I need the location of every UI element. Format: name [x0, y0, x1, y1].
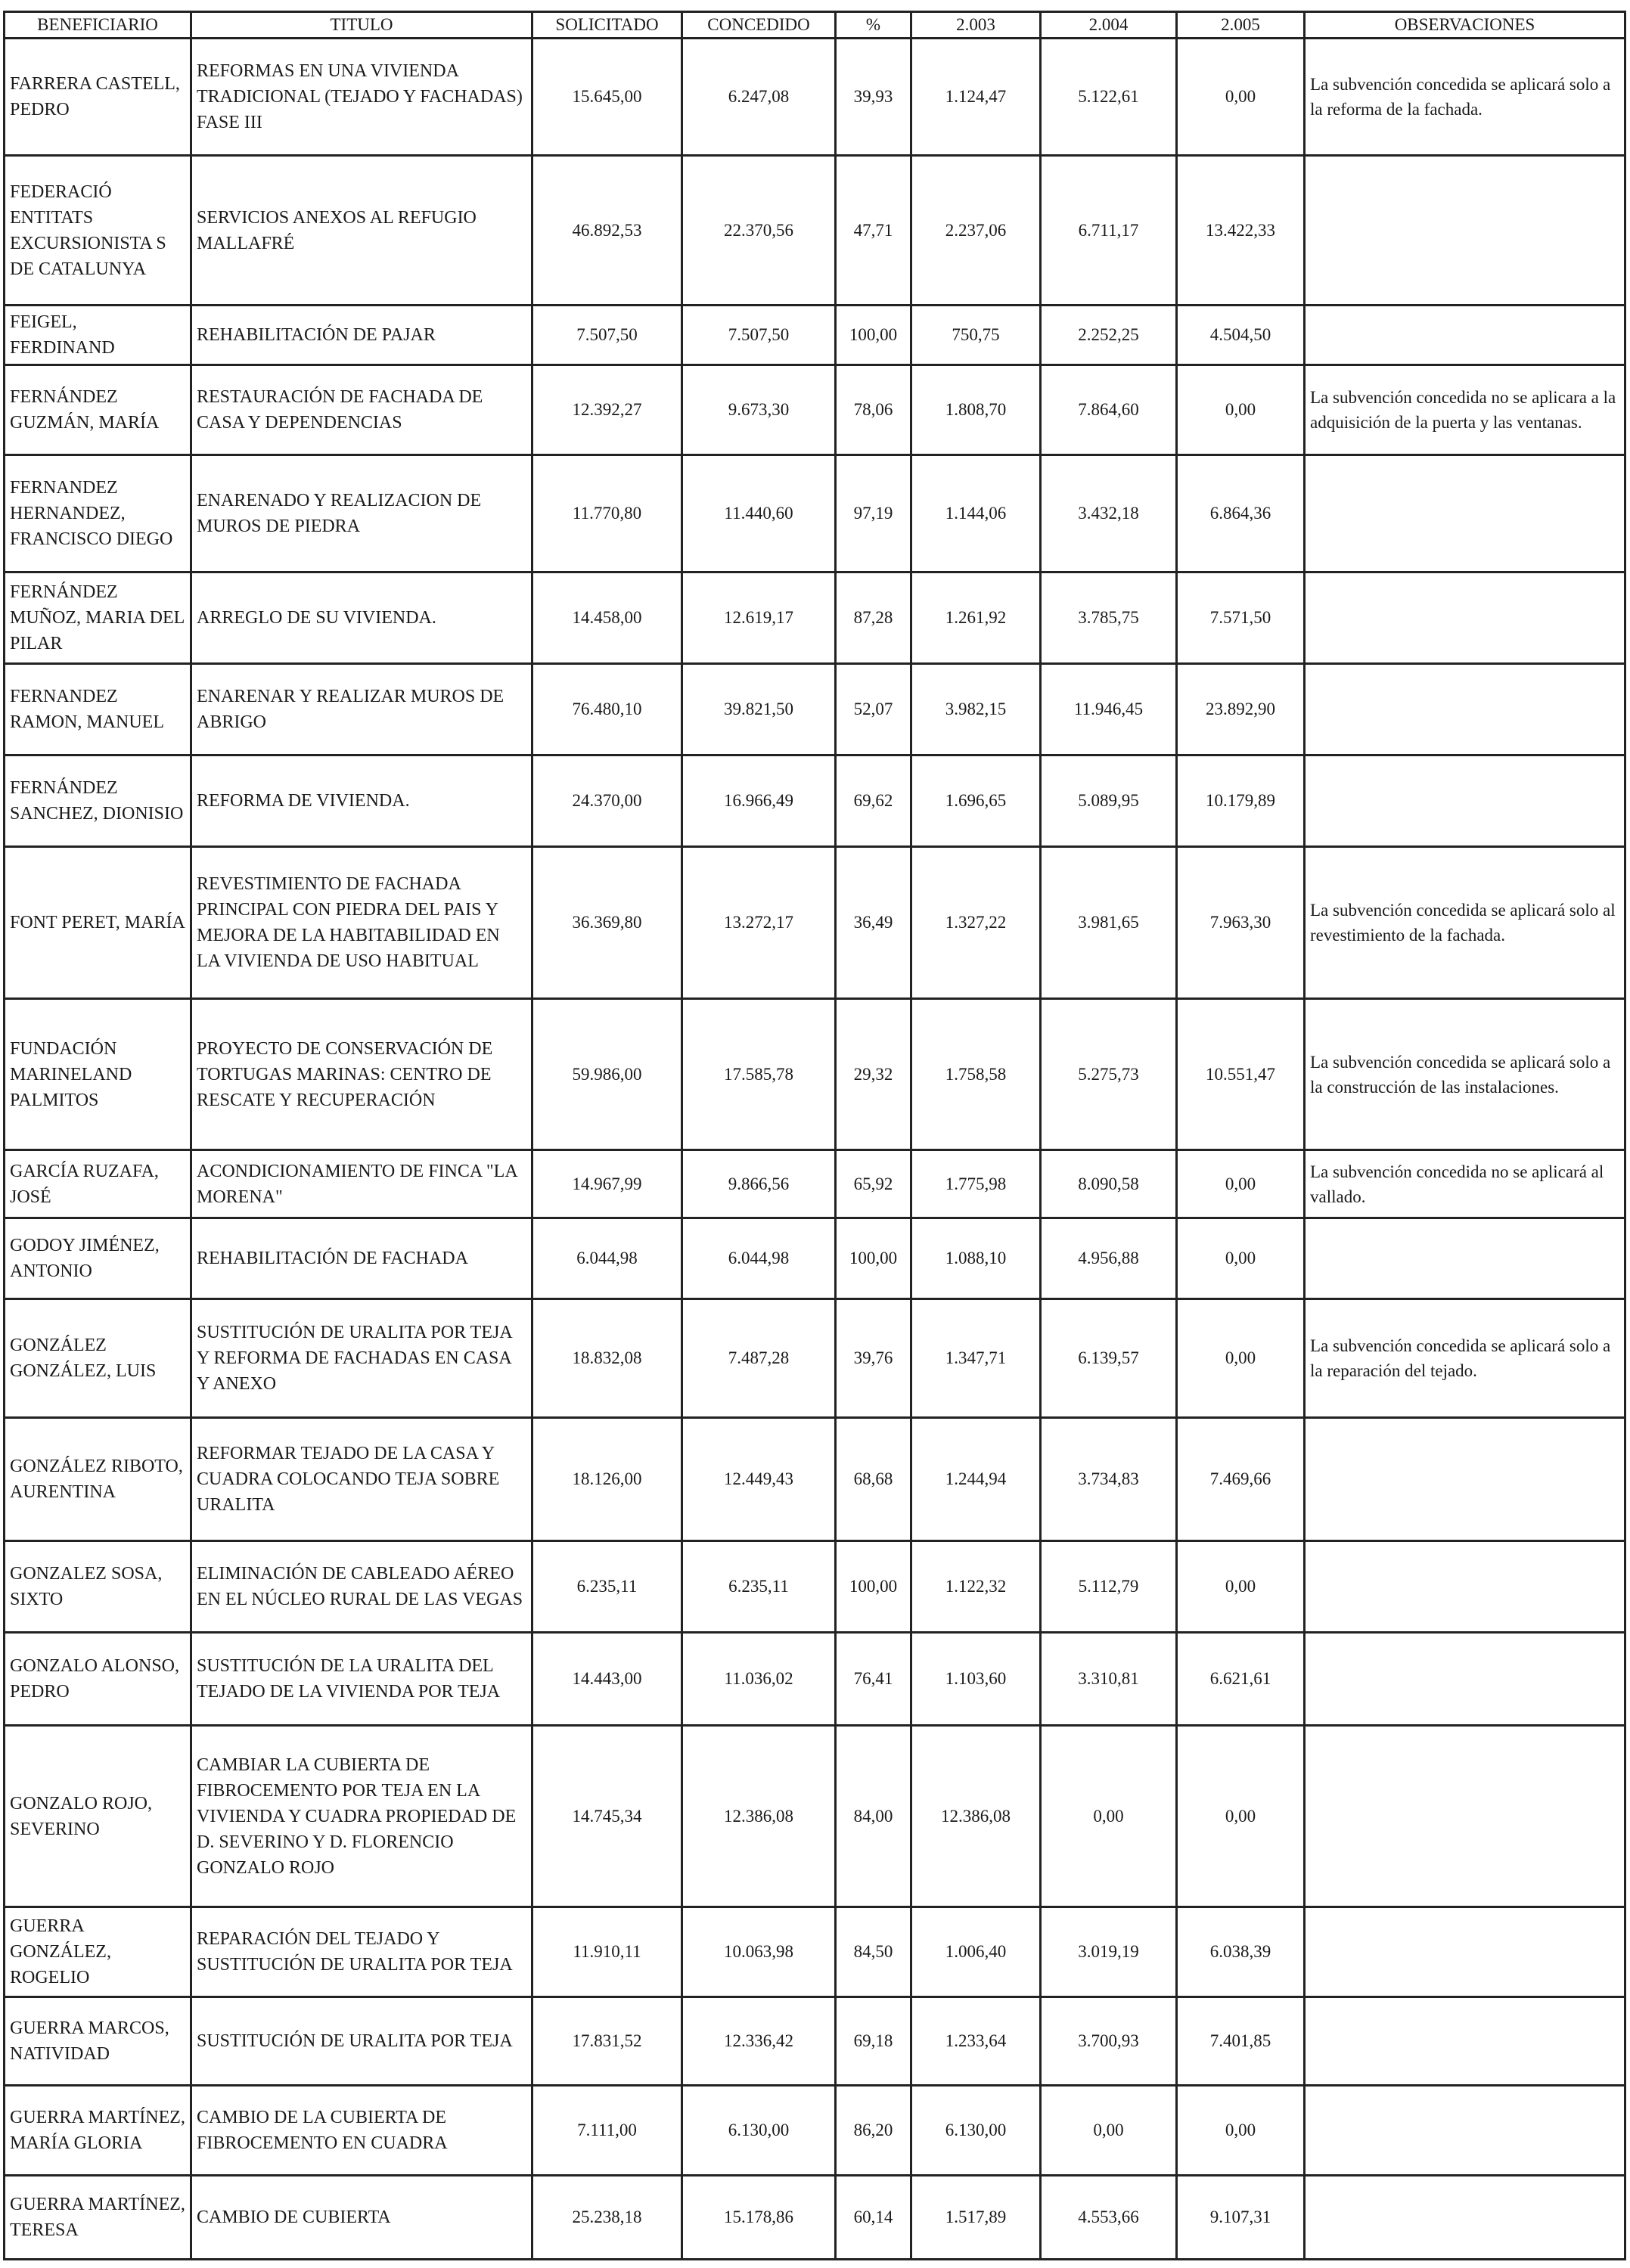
cell-year-2004: 5.089,95 — [1041, 755, 1177, 847]
cell-year-2005: 6.038,39 — [1177, 1907, 1305, 1997]
cell-concedido: 12.386,08 — [682, 1726, 836, 1907]
cell-concedido: 13.272,17 — [682, 847, 836, 999]
cell-solicitado: 7.507,50 — [532, 306, 682, 365]
cell-year-2004: 3.432,18 — [1041, 455, 1177, 572]
cell-concedido: 11.036,02 — [682, 1633, 836, 1726]
column-header-year-2003: 2.003 — [911, 12, 1041, 39]
cell-year-2005: 0,00 — [1177, 1541, 1305, 1633]
cell-year-2004: 4.956,88 — [1041, 1218, 1177, 1299]
cell-year-2003: 1.144,06 — [911, 455, 1041, 572]
cell-solicitado: 17.831,52 — [532, 1997, 682, 2086]
cell-year-2005: 0,00 — [1177, 1218, 1305, 1299]
cell-year-2004: 0,00 — [1041, 2086, 1177, 2176]
cell-concedido: 39.821,50 — [682, 664, 836, 755]
cell-beneficiario: GONZALO ROJO, SEVERINO — [5, 1726, 191, 1907]
cell-year-2003: 1.808,70 — [911, 365, 1041, 455]
table-row — [5, 156, 1625, 306]
cell-porcentaje: 97,19 — [836, 455, 911, 572]
table-row — [5, 664, 1625, 755]
cell-porcentaje: 47,71 — [836, 156, 911, 306]
cell-titulo: SUSTITUCIÓN DE LA URALITA DEL TEJADO DE LA VIVIENDA POR TEJA — [191, 1633, 532, 1726]
table-row — [5, 755, 1625, 847]
cell-beneficiario: FERNANDEZ RAMON, MANUEL — [5, 664, 191, 755]
cell-beneficiario: FONT PERET, MARÍA — [5, 847, 191, 999]
table-row — [5, 999, 1625, 1150]
table-row — [5, 455, 1625, 572]
cell-observaciones — [1305, 1726, 1625, 1907]
cell-year-2005: 13.422,33 — [1177, 156, 1305, 306]
cell-year-2005: 0,00 — [1177, 1726, 1305, 1907]
table-row — [5, 1726, 1625, 1907]
cell-concedido: 11.440,60 — [682, 455, 836, 572]
cell-solicitado: 36.369,80 — [532, 847, 682, 999]
cell-solicitado: 7.111,00 — [532, 2086, 682, 2176]
cell-year-2004: 8.090,58 — [1041, 1150, 1177, 1218]
column-header-year-2004: 2.004 — [1041, 12, 1177, 39]
cell-year-2004: 5.122,61 — [1041, 39, 1177, 156]
table-row — [5, 1418, 1625, 1541]
cell-solicitado: 59.986,00 — [532, 999, 682, 1150]
cell-concedido: 6.044,98 — [682, 1218, 836, 1299]
cell-porcentaje: 100,00 — [836, 306, 911, 365]
cell-observaciones — [1305, 156, 1625, 306]
table-row — [5, 847, 1625, 999]
cell-concedido: 6.235,11 — [682, 1541, 836, 1633]
cell-year-2005: 0,00 — [1177, 1150, 1305, 1218]
cell-porcentaje: 69,18 — [836, 1997, 911, 2086]
cell-concedido: 9.866,56 — [682, 1150, 836, 1218]
cell-porcentaje: 87,28 — [836, 572, 911, 664]
cell-solicitado: 76.480,10 — [532, 664, 682, 755]
cell-year-2003: 1.103,60 — [911, 1633, 1041, 1726]
cell-porcentaje: 39,76 — [836, 1299, 911, 1418]
cell-beneficiario: FEDERACIÓ ENTITATS EXCURSIONISTA S DE CATALUNYA — [5, 156, 191, 306]
cell-titulo: REFORMAS EN UNA VIVIENDA TRADICIONAL (TEJADO Y FACHADAS) FASE III — [191, 39, 532, 156]
cell-beneficiario: GONZALEZ SOSA, SIXTO — [5, 1541, 191, 1633]
cell-porcentaje: 78,06 — [836, 365, 911, 455]
cell-year-2005: 10.551,47 — [1177, 999, 1305, 1150]
cell-titulo: CAMBIO DE CUBIERTA — [191, 2176, 532, 2260]
cell-solicitado: 15.645,00 — [532, 39, 682, 156]
cell-observaciones: La subvención concedida no se aplicará al vallado. — [1305, 1150, 1625, 1218]
cell-concedido: 15.178,86 — [682, 2176, 836, 2260]
cell-titulo: REVESTIMIENTO DE FACHADA PRINCIPAL CON PIEDRA DEL PAIS Y MEJORA DE LA HABITABILIDAD EN LA VIVIENDA DE USO HABITUAL — [191, 847, 532, 999]
cell-year-2005: 0,00 — [1177, 39, 1305, 156]
cell-titulo: ENARENAR Y REALIZAR MUROS DE ABRIGO — [191, 664, 532, 755]
cell-porcentaje: 36,49 — [836, 847, 911, 999]
table-row — [5, 1997, 1625, 2086]
column-header-porcentaje: % — [836, 12, 911, 39]
cell-year-2005: 7.963,30 — [1177, 847, 1305, 999]
column-header-concedido: CONCEDIDO — [682, 12, 836, 39]
cell-year-2003: 2.237,06 — [911, 156, 1041, 306]
table-row — [5, 2176, 1625, 2260]
cell-year-2004: 4.553,66 — [1041, 2176, 1177, 2260]
cell-observaciones — [1305, 306, 1625, 365]
table-row — [5, 306, 1625, 365]
cell-year-2005: 0,00 — [1177, 365, 1305, 455]
cell-beneficiario: FERNANDEZ HERNANDEZ, FRANCISCO DIEGO — [5, 455, 191, 572]
cell-year-2005: 7.469,66 — [1177, 1418, 1305, 1541]
cell-titulo: CAMBIO DE LA CUBIERTA DE FIBROCEMENTO EN CUADRA — [191, 2086, 532, 2176]
cell-porcentaje: 84,00 — [836, 1726, 911, 1907]
cell-titulo: ARREGLO DE SU VIVIENDA. — [191, 572, 532, 664]
cell-beneficiario: GUERRA GONZÁLEZ, ROGELIO — [5, 1907, 191, 1997]
column-header-year-2005: 2.005 — [1177, 12, 1305, 39]
cell-titulo: SUSTITUCIÓN DE URALITA POR TEJA Y REFORMA DE FACHADAS EN CASA Y ANEXO — [191, 1299, 532, 1418]
column-header-observaciones: OBSERVACIONES — [1305, 12, 1625, 39]
cell-concedido: 12.336,42 — [682, 1997, 836, 2086]
table-row — [5, 1150, 1625, 1218]
cell-year-2003: 1.758,58 — [911, 999, 1041, 1150]
cell-year-2003: 6.130,00 — [911, 2086, 1041, 2176]
cell-year-2003: 1.775,98 — [911, 1150, 1041, 1218]
cell-beneficiario: GUERRA MARTÍNEZ, MARÍA GLORIA — [5, 2086, 191, 2176]
column-header-beneficiario: BENEFICIARIO — [5, 12, 191, 39]
table-row — [5, 1299, 1625, 1418]
cell-titulo: REPARACIÓN DEL TEJADO Y SUSTITUCIÓN DE URALITA POR TEJA — [191, 1907, 532, 1997]
cell-observaciones — [1305, 455, 1625, 572]
cell-beneficiario: GUERRA MARTÍNEZ, TERESA — [5, 2176, 191, 2260]
cell-year-2003: 1.261,92 — [911, 572, 1041, 664]
cell-year-2003: 1.233,64 — [911, 1997, 1041, 2086]
cell-solicitado: 6.044,98 — [532, 1218, 682, 1299]
cell-year-2005: 7.571,50 — [1177, 572, 1305, 664]
cell-solicitado: 14.443,00 — [532, 1633, 682, 1726]
cell-year-2004: 6.711,17 — [1041, 156, 1177, 306]
cell-titulo: REHABILITACIÓN DE FACHADA — [191, 1218, 532, 1299]
cell-solicitado: 14.745,34 — [532, 1726, 682, 1907]
cell-solicitado: 11.910,11 — [532, 1907, 682, 1997]
cell-solicitado: 14.458,00 — [532, 572, 682, 664]
cell-year-2004: 3.019,19 — [1041, 1907, 1177, 1997]
cell-year-2004: 5.112,79 — [1041, 1541, 1177, 1633]
cell-beneficiario: FEIGEL, FERDINAND — [5, 306, 191, 365]
cell-beneficiario: FUNDACIÓN MARINELAND PALMITOS — [5, 999, 191, 1150]
cell-solicitado: 18.832,08 — [532, 1299, 682, 1418]
cell-solicitado: 18.126,00 — [532, 1418, 682, 1541]
cell-porcentaje: 100,00 — [836, 1541, 911, 1633]
cell-year-2003: 3.982,15 — [911, 664, 1041, 755]
cell-porcentaje: 100,00 — [836, 1218, 911, 1299]
cell-beneficiario: FERNÁNDEZ GUZMÁN, MARÍA — [5, 365, 191, 455]
cell-year-2004: 0,00 — [1041, 1726, 1177, 1907]
cell-observaciones — [1305, 1418, 1625, 1541]
cell-concedido: 12.449,43 — [682, 1418, 836, 1541]
table-row — [5, 39, 1625, 156]
cell-titulo: REHABILITACIÓN DE PAJAR — [191, 306, 532, 365]
cell-concedido: 22.370,56 — [682, 156, 836, 306]
cell-year-2003: 1.122,32 — [911, 1541, 1041, 1633]
cell-concedido: 7.507,50 — [682, 306, 836, 365]
cell-observaciones — [1305, 572, 1625, 664]
table-row — [5, 1218, 1625, 1299]
cell-year-2005: 23.892,90 — [1177, 664, 1305, 755]
cell-observaciones — [1305, 1218, 1625, 1299]
cell-titulo: SERVICIOS ANEXOS AL REFUGIO MALLAFRÉ — [191, 156, 532, 306]
cell-titulo: ELIMINACIÓN DE CABLEADO AÉREO EN EL NÚCLEO RURAL DE LAS VEGAS — [191, 1541, 532, 1633]
cell-titulo: SUSTITUCIÓN DE URALITA POR TEJA — [191, 1997, 532, 2086]
cell-beneficiario: GONZÁLEZ RIBOTO, AURENTINA — [5, 1418, 191, 1541]
cell-titulo: REFORMA DE VIVIENDA. — [191, 755, 532, 847]
cell-concedido: 7.487,28 — [682, 1299, 836, 1418]
cell-porcentaje: 86,20 — [836, 2086, 911, 2176]
cell-beneficiario: GODOY JIMÉNEZ, ANTONIO — [5, 1218, 191, 1299]
cell-solicitado: 25.238,18 — [532, 2176, 682, 2260]
table-row — [5, 572, 1625, 664]
cell-beneficiario: FARRERA CASTELL, PEDRO — [5, 39, 191, 156]
cell-year-2003: 1.006,40 — [911, 1907, 1041, 1997]
cell-concedido: 12.619,17 — [682, 572, 836, 664]
cell-observaciones: La subvención concedida se aplicará solo al revestimiento de la fachada. — [1305, 847, 1625, 999]
cell-porcentaje: 68,68 — [836, 1418, 911, 1541]
cell-observaciones: La subvención concedida se aplicará solo a la reparación del tejado. — [1305, 1299, 1625, 1418]
cell-year-2005: 4.504,50 — [1177, 306, 1305, 365]
cell-beneficiario: GONZÁLEZ GONZÁLEZ, LUIS — [5, 1299, 191, 1418]
cell-porcentaje: 65,92 — [836, 1150, 911, 1218]
cell-concedido: 6.247,08 — [682, 39, 836, 156]
cell-concedido: 6.130,00 — [682, 2086, 836, 2176]
cell-titulo: REFORMAR TEJADO DE LA CASA Y CUADRA COLOCANDO TEJA SOBRE URALITA — [191, 1418, 532, 1541]
cell-observaciones — [1305, 1541, 1625, 1633]
cell-solicitado: 12.392,27 — [532, 365, 682, 455]
cell-year-2003: 750,75 — [911, 306, 1041, 365]
cell-observaciones: La subvención concedida se aplicará solo a la construcción de las instalaciones. — [1305, 999, 1625, 1150]
cell-year-2003: 1.244,94 — [911, 1418, 1041, 1541]
cell-titulo: CAMBIAR LA CUBIERTA DE FIBROCEMENTO POR TEJA EN LA VIVIENDA Y CUADRA PROPIEDAD DE D. SEVERINO Y D. FLORENCIO GONZALO ROJO — [191, 1726, 532, 1907]
cell-year-2004: 5.275,73 — [1041, 999, 1177, 1150]
table-row — [5, 1633, 1625, 1726]
cell-observaciones: La subvención concedida no se aplicara a la adquisición de la puerta y las ventanas. — [1305, 365, 1625, 455]
header-row — [5, 12, 1625, 39]
cell-observaciones — [1305, 2176, 1625, 2260]
cell-titulo: RESTAURACIÓN DE FACHADA DE CASA Y DEPENDENCIAS — [191, 365, 532, 455]
cell-porcentaje: 84,50 — [836, 1907, 911, 1997]
subsidy-table — [3, 11, 1626, 2260]
cell-porcentaje: 60,14 — [836, 2176, 911, 2260]
cell-year-2004: 3.785,75 — [1041, 572, 1177, 664]
cell-beneficiario: FERNÁNDEZ SANCHEZ, DIONISIO — [5, 755, 191, 847]
cell-solicitado: 46.892,53 — [532, 156, 682, 306]
cell-year-2005: 9.107,31 — [1177, 2176, 1305, 2260]
cell-porcentaje: 52,07 — [836, 664, 911, 755]
cell-year-2003: 1.696,65 — [911, 755, 1041, 847]
cell-year-2003: 1.327,22 — [911, 847, 1041, 999]
cell-porcentaje: 69,62 — [836, 755, 911, 847]
cell-solicitado: 14.967,99 — [532, 1150, 682, 1218]
cell-beneficiario: GONZALO ALONSO, PEDRO — [5, 1633, 191, 1726]
cell-year-2005: 6.864,36 — [1177, 455, 1305, 572]
cell-observaciones: La subvención concedida se aplicará solo a la reforma de la fachada. — [1305, 39, 1625, 156]
cell-year-2004: 7.864,60 — [1041, 365, 1177, 455]
cell-observaciones — [1305, 755, 1625, 847]
cell-beneficiario: GARCÍA RUZAFA, JOSÉ — [5, 1150, 191, 1218]
table-row — [5, 1541, 1625, 1633]
cell-concedido: 17.585,78 — [682, 999, 836, 1150]
column-header-solicitado: SOLICITADO — [532, 12, 682, 39]
cell-observaciones — [1305, 2086, 1625, 2176]
cell-concedido: 9.673,30 — [682, 365, 836, 455]
cell-year-2004: 11.946,45 — [1041, 664, 1177, 755]
cell-year-2003: 1.124,47 — [911, 39, 1041, 156]
cell-year-2004: 3.310,81 — [1041, 1633, 1177, 1726]
cell-observaciones — [1305, 1907, 1625, 1997]
cell-beneficiario: FERNÁNDEZ MUÑOZ, MARIA DEL PILAR — [5, 572, 191, 664]
cell-year-2005: 6.621,61 — [1177, 1633, 1305, 1726]
cell-year-2004: 3.981,65 — [1041, 847, 1177, 999]
cell-porcentaje: 39,93 — [836, 39, 911, 156]
cell-year-2005: 0,00 — [1177, 2086, 1305, 2176]
column-header-titulo: TITULO — [191, 12, 532, 39]
cell-beneficiario: GUERRA MARCOS, NATIVIDAD — [5, 1997, 191, 2086]
cell-porcentaje: 29,32 — [836, 999, 911, 1150]
cell-year-2004: 3.734,83 — [1041, 1418, 1177, 1541]
cell-year-2004: 2.252,25 — [1041, 306, 1177, 365]
cell-year-2005: 10.179,89 — [1177, 755, 1305, 847]
cell-titulo: ENARENADO Y REALIZACION DE MUROS DE PIEDRA — [191, 455, 532, 572]
cell-year-2004: 3.700,93 — [1041, 1997, 1177, 2086]
cell-year-2003: 12.386,08 — [911, 1726, 1041, 1907]
cell-solicitado: 11.770,80 — [532, 455, 682, 572]
cell-titulo: ACONDICIONAMIENTO DE FINCA "LA MORENA" — [191, 1150, 532, 1218]
cell-year-2005: 0,00 — [1177, 1299, 1305, 1418]
table-row — [5, 1907, 1625, 1997]
cell-solicitado: 24.370,00 — [532, 755, 682, 847]
cell-concedido: 16.966,49 — [682, 755, 836, 847]
cell-concedido: 10.063,98 — [682, 1907, 836, 1997]
cell-titulo: PROYECTO DE CONSERVACIÓN DE TORTUGAS MARINAS: CENTRO DE RESCATE Y RECUPERACIÓN — [191, 999, 532, 1150]
cell-year-2005: 7.401,85 — [1177, 1997, 1305, 2086]
cell-observaciones — [1305, 1997, 1625, 2086]
cell-year-2003: 1.517,89 — [911, 2176, 1041, 2260]
cell-year-2003: 1.347,71 — [911, 1299, 1041, 1418]
cell-year-2004: 6.139,57 — [1041, 1299, 1177, 1418]
table-row — [5, 365, 1625, 455]
table-row — [5, 2086, 1625, 2176]
cell-year-2003: 1.088,10 — [911, 1218, 1041, 1299]
cell-porcentaje: 76,41 — [836, 1633, 911, 1726]
cell-solicitado: 6.235,11 — [532, 1541, 682, 1633]
cell-observaciones — [1305, 1633, 1625, 1726]
cell-observaciones — [1305, 664, 1625, 755]
